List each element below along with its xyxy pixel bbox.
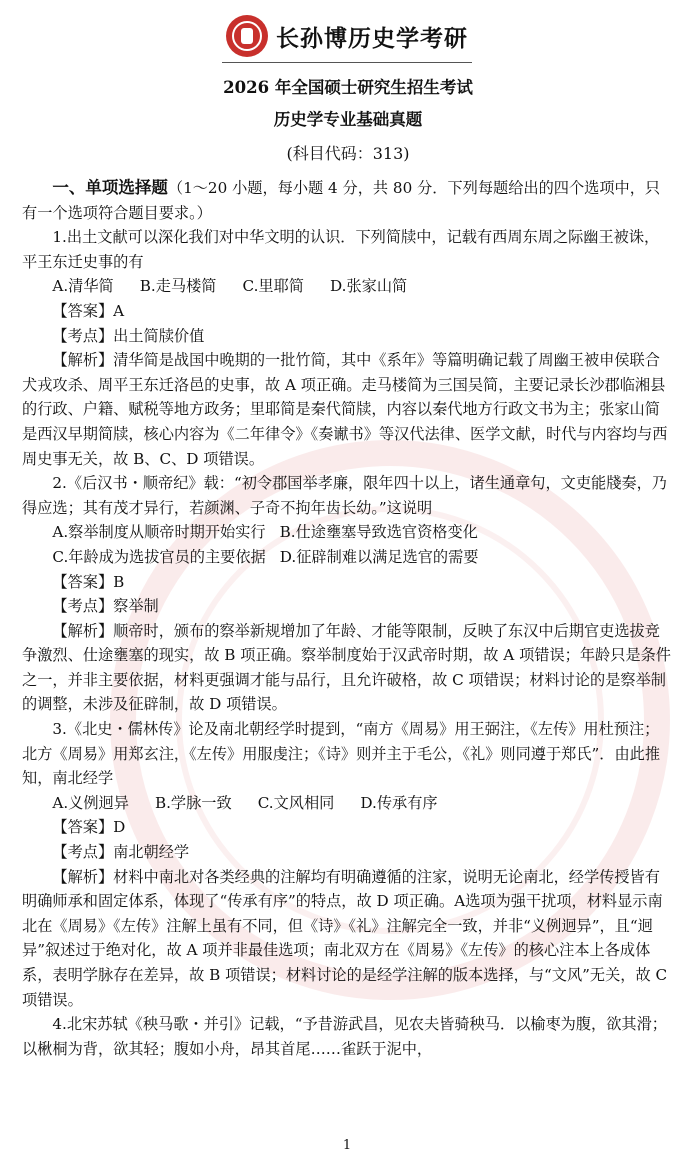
question-stem: 3.《北史・儒林传》论及南北朝经学时提到，“南方《周易》用王弼注，《左传》用杜预注；北方《周易》用郑玄注，《左传》用服虔注；《诗》则并主于毛公，《礼》则同遵于郑氏”．由此推知，南北经学 xyxy=(22,720,661,788)
analysis-text: 【解析】材料中南北对各类经典的注解均有明确遵循的注家，说明无论南北，经学传授皆有明确师承和固定体系，体现了“传承有序”的特点，故 D 项正确。A选项为强干扰项，材料显示南北在《周易》《左传》注解上虽有不同，但《诗》《礼》注解完全一致，并非“义例迥异”，且“迥异”叙述过于绝对化，故 A 项并非最佳选项；南北双方在《周易》《左传》的核心注本上各成体系，表明学脉存在差异，故 B 项错误；材料讨论的是经学注解的版本选择，与“文风”无关，故 C 项错误。 xyxy=(22,867,668,1009)
question-options xyxy=(22,791,674,816)
knowledge-point: 【考点】察举制 xyxy=(52,597,159,616)
option-a: A.清华简 xyxy=(52,277,114,296)
question-stem: 2.《后汉书・顺帝纪》载：“初令郡国举孝廉，限年四十以上，诸生通章句，文吏能牋奏，乃得应选；其有茂才异行，若颜渊、子奇不拘年齿长幼。”这说明 xyxy=(22,474,667,517)
page-number: 1 xyxy=(342,1138,352,1153)
option-c: C.里耶简 xyxy=(242,277,304,296)
header-divider xyxy=(222,62,472,63)
brand-name: 长孙博历史学考研 xyxy=(276,25,468,52)
option-b: B.走马楼简 xyxy=(139,277,217,296)
question-stem: 4.北宋苏轼《秧马歌・并引》记载，“予昔游武昌，见农夫皆骑秧马．以榆枣为腹，欲其滑；以楸桐为背，欲其轻；腹如小舟，昂其首尾……雀跃于泥中， xyxy=(22,1015,667,1058)
section-heading: 一、单项选择题 xyxy=(52,178,168,197)
document-body xyxy=(22,72,674,1061)
knowledge-point: 【考点】南北朝经学 xyxy=(52,843,190,862)
exam-subtitle: 历史学专业基础真题 xyxy=(273,110,423,129)
question-stem: 1.出土文献可以深化我们对中华文明的认识．下列简牍中，记载有西周东周之际幽王被诛，平王东迁史事的有 xyxy=(22,228,660,271)
answer-line: 【答案】A xyxy=(52,301,125,320)
option-b: B.学脉一致 xyxy=(154,793,232,812)
question-options xyxy=(22,274,674,299)
option-c: C.文风相同 xyxy=(257,793,335,812)
question-options xyxy=(22,545,674,570)
option-b: B.仕途壅塞导致选官资格变化 xyxy=(279,523,478,542)
analysis-text: 【解析】清华简是战国中晚期的一批竹简，其中《系年》等篇明确记载了周幽王被申侯联合犬戎攻杀、周平王东迁洛邑的史事，故 A 项正确。走马楼简为三国吴简，主要记录长沙郡临湘县的行政、户籍、赋税等地方政务；里耶简是秦代简牍，内容以秦代地方行政文书为主；张家山简是西汉早期简牍，核心内容为《二年律令》《奏谳书》等汉代法律、医学文献，时代与内容均与西周史事无关，故 B、C、D 项错误。 xyxy=(22,351,668,468)
option-d: D.征辟制难以满足选官的需要 xyxy=(279,547,479,566)
analysis-text: 【解析】顺帝时，颁布的察举新规增加了年龄、才能等限制，反映了东汉中后期官吏选拔竞争激烈、仕途壅塞的现实，故 B 项正确。察举制度始于汉武帝时期，故 A 项错误；年龄只是条件之一，并非主要依据，材料更强调才能与品行，且允许破格，故 C 项错误；材料讨论的是察举制的调整，未涉及征辟制，故 D 项错误。 xyxy=(22,621,671,714)
option-a: A.察举制度从顺帝时期开始实行 xyxy=(52,523,266,542)
answer-line: 【答案】D xyxy=(52,818,126,837)
option-d: D.张家山简 xyxy=(329,277,408,296)
section-instructions: （1～20 小题，每小题 4 分，共 80 分．下列每题给出的四个选项中，只有一个选项符合题目要求。） xyxy=(22,179,661,222)
question-options xyxy=(22,520,674,545)
option-c: C.年龄成为选拔官员的主要依据 xyxy=(52,547,266,566)
exam-title: 2026 年全国硕士研究生招生考试 xyxy=(223,78,473,97)
section-heading-block xyxy=(22,176,674,225)
knowledge-point: 【考点】出土简牍价值 xyxy=(52,326,205,345)
answer-line: 【答案】B xyxy=(52,572,125,591)
red-seal-logo-icon xyxy=(226,15,268,57)
page-header xyxy=(0,8,694,64)
option-a: A.义例迥异 xyxy=(52,793,129,812)
subject-code: (科目代码：313) xyxy=(286,144,410,163)
option-d: D.传承有序 xyxy=(360,793,438,812)
